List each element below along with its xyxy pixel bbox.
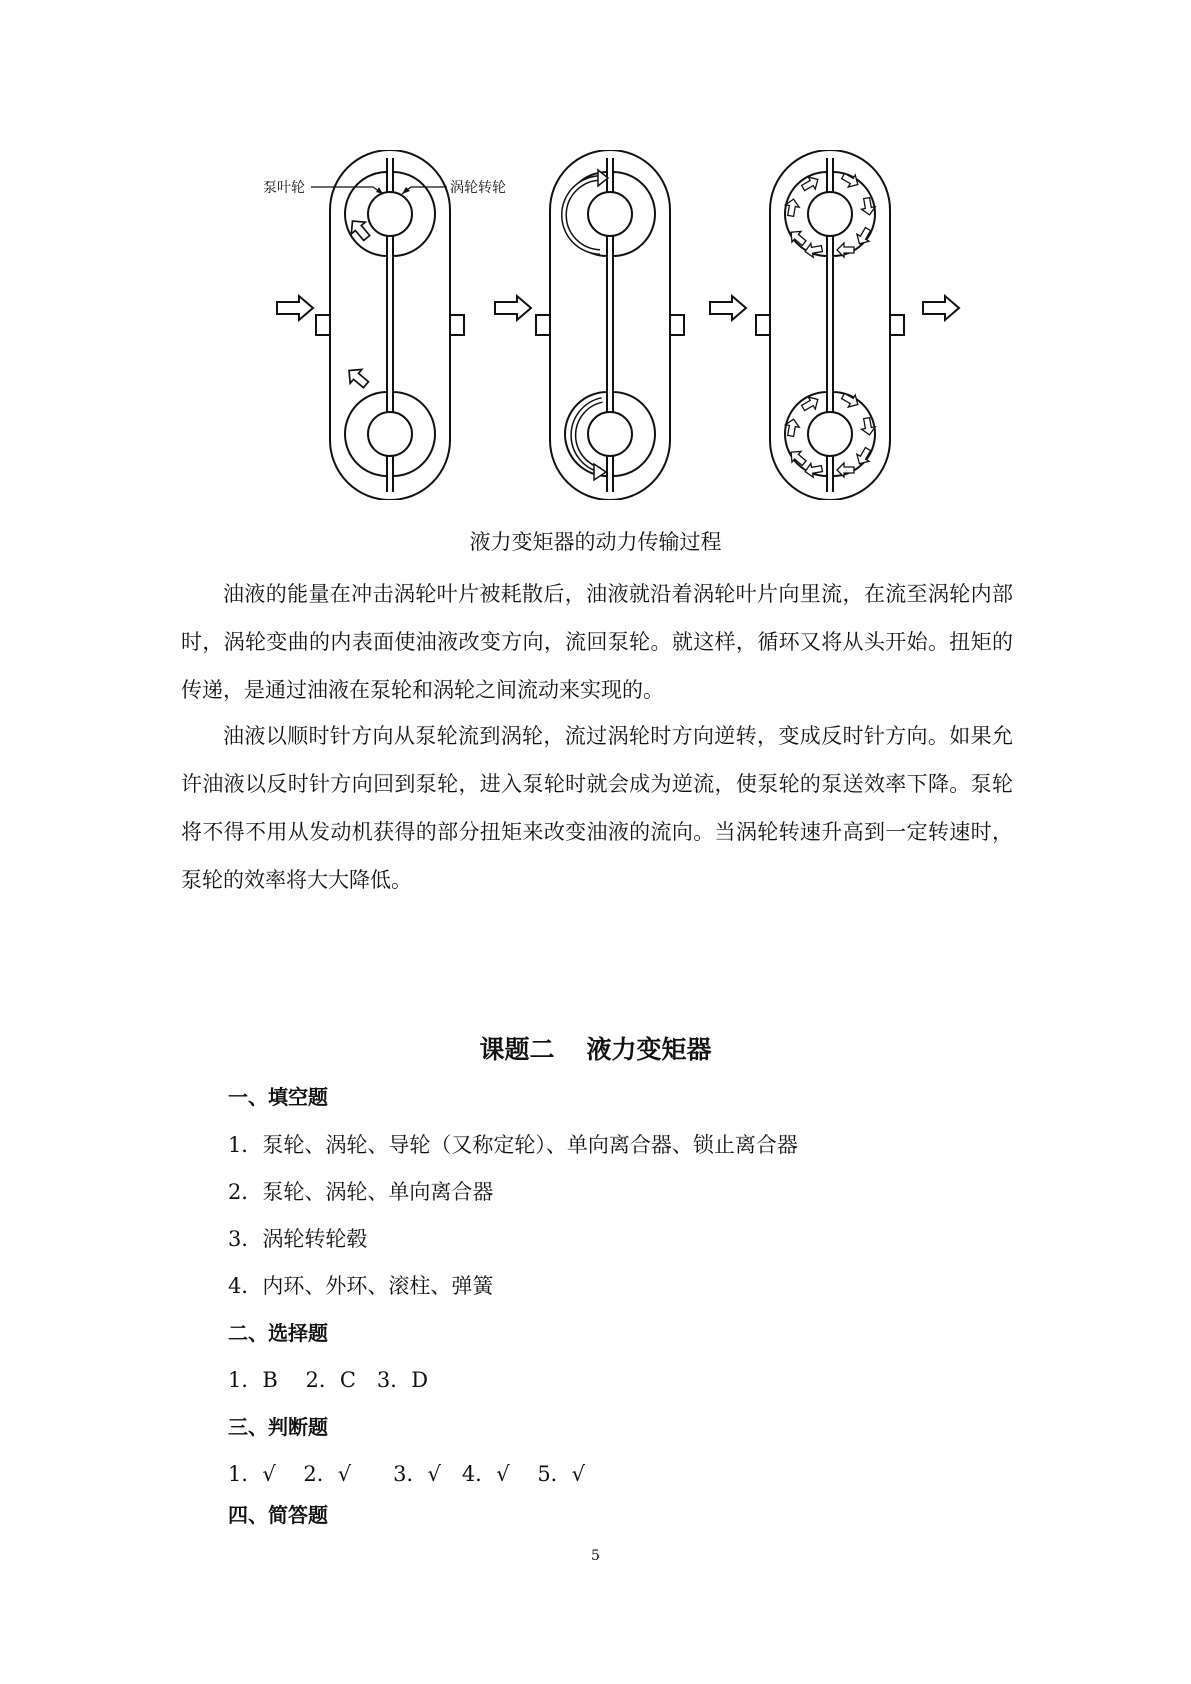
paragraph-2: 油液以顺时针方向从泵轮流到涡轮，流过涡轮时方向逆转，变成反时针方向。如果允许油液以反时针方向回到泵轮，进入泵轮时就会成为逆流，使泵轮的泵送效率下降。泵轮将不得不用从发动机获得的部分扭矩来改变油液的流向。当涡轮转速升高到一定转速时，泵轮的效率将大大降低。 (181, 724, 1013, 892)
figure-caption: 液力变矩器的动力传输过程 (469, 530, 722, 554)
input-arrow-2 (495, 296, 531, 320)
torque-converter-diagram (255, 150, 1015, 500)
converter-stage-1 (316, 150, 464, 500)
heading-choice: 二、选择题 (228, 1321, 328, 1345)
answer-fill-4: 4．内环、外环、滚柱、弹簧 (228, 1274, 494, 1298)
answer-fill-1: 1．泵轮、涡轮、导轮（又称定轮）、单向离合器、锁止离合器 (228, 1133, 798, 1157)
converter-stage-2 (536, 150, 684, 500)
answers-judge: 1．√ 2．√ 3．√ 4．√ 5．√ (228, 1462, 586, 1486)
page-number: 5 (591, 1548, 600, 1564)
label-pump: 泵叶轮 (263, 180, 305, 196)
heading-fill-blank: 一、填空题 (228, 1085, 328, 1109)
torque-converter-figure (255, 150, 1015, 500)
answer-fill-2: 2．泵轮、涡轮、单向离合器 (228, 1180, 494, 1204)
label-turbine: 涡轮转轮 (450, 180, 506, 196)
paragraph-1: 油液的能量在冲击涡轮叶片被耗散后，油液就沿着涡轮叶片向里流，在流至涡轮内部时，涡轮变曲的内表面使油液改变方向，流回泵轮。就这样，循环又将从头开始。扭矩的传递，是通过油液在泵轮和涡轮之间流动来实现的。 (181, 582, 1013, 702)
answers-choice: 1．B 2．C 3．D (228, 1368, 429, 1392)
input-arrow-3 (710, 296, 746, 320)
lesson-title (0, 1030, 1191, 1066)
converter-stage-3 (756, 150, 904, 500)
input-arrow-1 (277, 296, 313, 320)
heading-judge: 三、判断题 (228, 1415, 328, 1439)
lesson-title-topic: 液力变矩器 (586, 1035, 712, 1064)
heading-short-answer: 四、简答题 (228, 1503, 328, 1527)
output-arrow (923, 296, 959, 320)
answer-fill-3: 3．涡轮转轮毂 (228, 1227, 368, 1251)
lesson-title-number: 课题二 (479, 1035, 555, 1064)
